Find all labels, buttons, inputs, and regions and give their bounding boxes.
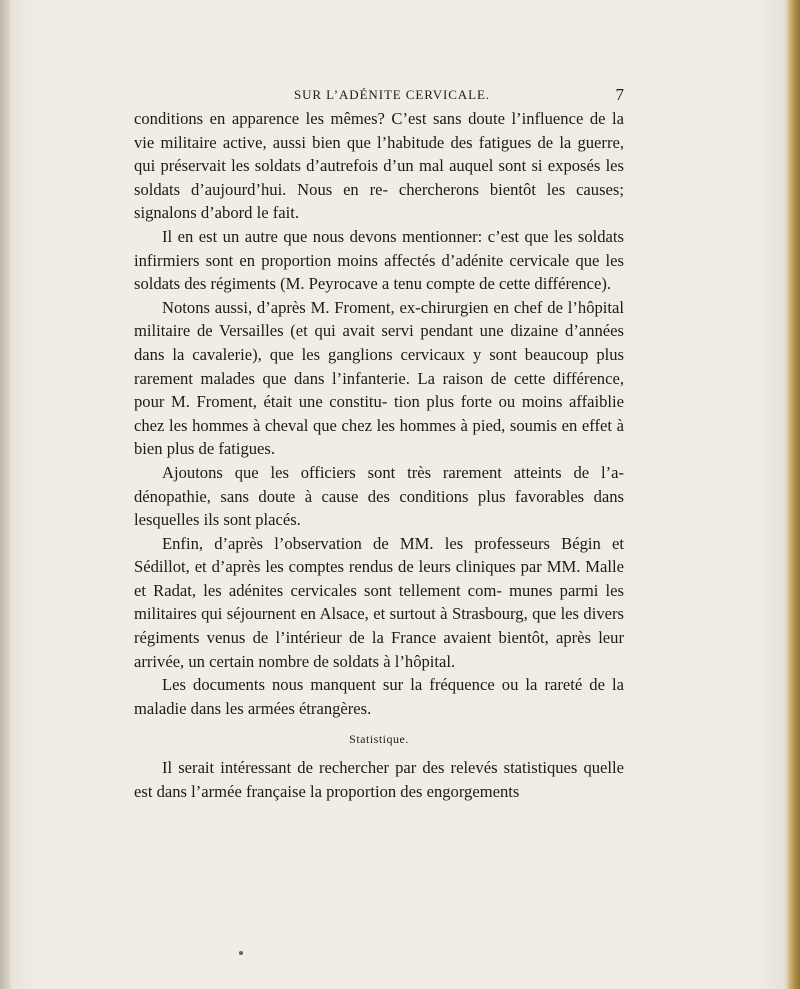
- page-edge: [788, 0, 800, 989]
- paragraph: Il en est un autre que nous devons mentionner: c’est que les soldats infirmiers sont en proportion moins affectés d’adénite cervicale que les soldats des régiments (M. Peyrocave a tenu compte de cette différence).: [134, 226, 624, 294]
- paragraph: Enfin, d’après l’observation de MM. les professeurs Bégin et Sédillot, et d’après les comptes rendus de leurs cliniques par MM. Malle et Radat, les adénites cervicales sont tellement com- munes parmi les militaires qui séjournent en Alsace, et surtout à Strasbourg, que les divers régiments venus de l’intérieur de la France avaient bientôt, après leur arrivée, un certain nombre de soldats à l’hôpital.: [134, 533, 624, 671]
- section-heading: Statistique.: [349, 732, 409, 747]
- paragraph: Ajoutons que les officiers sont très rarement atteints de l’a- dénopathie, sans doute à cause des conditions plus favorables dans lesquelles ils sont placés.: [134, 462, 624, 530]
- paragraph: conditions en apparence les mêmes? C’est sans doute l’influence de la vie militaire active, aussi bien que l’habitude des fatigues de la guerre, qui préservait les soldats d’autrefois d’un mal auquel sont si exposés les soldats d’aujourd’hui. Nous en re- chercherons bientôt les causes; signalons d’abord le fait.: [134, 109, 624, 223]
- page-header: [134, 87, 624, 105]
- page-number: 7: [615, 85, 624, 104]
- body-text: [134, 107, 624, 804]
- paragraph: Notons aussi, d’après M. Froment, ex-chirurgien en chef de l’hôpital militaire de Versailles (et qui avait servi pendant une dizaine d’années dans la cavalerie), que les ganglions cervicaux y sont beaucoup plus rarement malades que dans l’infanterie. La raison de cette différence, pour M. Froment, était une constitu- tion plus forte ou moins affaiblie chez les hommes à cheval que chez les hommes à pied, soumis en effet à bien plus de fatigues.: [134, 297, 624, 459]
- paragraph: Il serait intéressant de rechercher par des relevés statistiques quelle est dans l’armée française la proportion des engorgements: [134, 758, 624, 802]
- page-gutter-shadow: [0, 0, 10, 989]
- ink-speck: [239, 951, 243, 955]
- running-title: SUR L’ADÉNITE CERVICALE.: [294, 87, 490, 102]
- paragraph: Les documents nous manquent sur la fréquence ou la rareté de la maladie dans les armées étrangères.: [134, 675, 624, 718]
